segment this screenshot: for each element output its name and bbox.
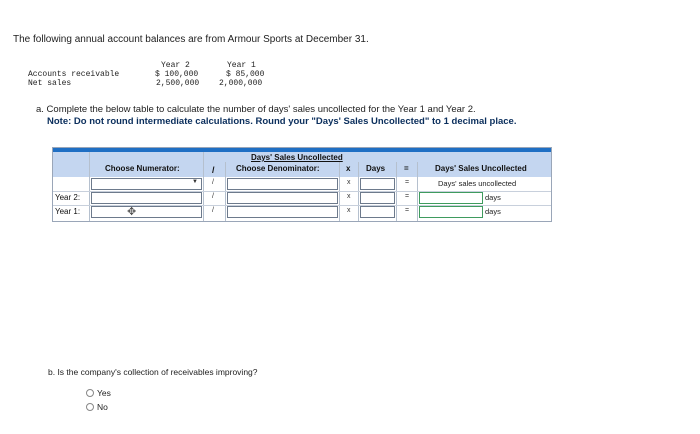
radio-button-icon[interactable] bbox=[86, 389, 94, 397]
times-symbol: x bbox=[347, 179, 351, 186]
unit-days-year1: days bbox=[485, 207, 501, 216]
problem-intro: The following annual account balances are from Armour Sports at December 31. bbox=[13, 34, 369, 45]
balances-row-year1: 2,000,000 bbox=[219, 79, 263, 88]
balances-header-year1: Year 1 bbox=[227, 61, 256, 70]
result-input-year2[interactable] bbox=[419, 192, 483, 204]
result-subheader: Days' sales uncollected bbox=[438, 179, 517, 188]
radio-label-no: No bbox=[97, 402, 108, 412]
equals-symbol: = bbox=[405, 193, 410, 200]
radio-option-no[interactable] bbox=[86, 402, 108, 412]
denominator-input-year2[interactable] bbox=[227, 192, 338, 204]
instruction-block bbox=[36, 104, 516, 127]
balances-row-year2: $ 100,000 bbox=[155, 70, 199, 79]
denominator-input-header[interactable] bbox=[227, 178, 338, 190]
days-input-year2[interactable] bbox=[360, 192, 395, 204]
numerator-input-year1[interactable] bbox=[91, 206, 202, 218]
divide-symbol: / bbox=[212, 207, 214, 214]
result-header: Days' Sales Uncollected bbox=[435, 164, 527, 173]
balances-row-label: Net sales bbox=[28, 79, 72, 88]
times-header: x bbox=[346, 164, 351, 173]
column-divider bbox=[89, 152, 90, 221]
times-symbol: x bbox=[347, 207, 351, 214]
table-header-band bbox=[53, 148, 551, 152]
divide-header: / bbox=[212, 165, 215, 175]
times-symbol: x bbox=[347, 193, 351, 200]
radio-label-yes: Yes bbox=[97, 388, 111, 398]
table-span-header: Days' Sales Uncollected bbox=[251, 153, 343, 162]
divide-symbol: / bbox=[212, 179, 214, 186]
move-cursor-icon: ✥ bbox=[127, 206, 137, 218]
chevron-down-icon: ▼ bbox=[192, 179, 198, 185]
row-label-year1: Year 1: bbox=[55, 207, 81, 216]
equals-header: = bbox=[404, 164, 409, 173]
days-header: Days bbox=[366, 164, 386, 173]
balances-header-year2: Year 2 bbox=[161, 61, 190, 70]
radio-option-yes[interactable] bbox=[86, 388, 111, 398]
instruction-text: a. Complete the below table to calculate the number of days' sales uncollected for the Year 1 and Year 2. bbox=[36, 104, 476, 115]
question-b-text: b. Is the company's collection of receivables improving? bbox=[48, 367, 258, 377]
days-input-year1[interactable] bbox=[360, 206, 395, 218]
numerator-input-year2[interactable] bbox=[91, 192, 202, 204]
equals-symbol: = bbox=[405, 207, 410, 214]
instruction-note: Note: Do not round intermediate calculations. Round your "Days' Sales Uncollected" to 1 decimal place. bbox=[47, 116, 517, 127]
balances-row-label: Accounts receivable bbox=[28, 70, 120, 79]
equals-symbol: = bbox=[405, 179, 410, 186]
denominator-input-year1[interactable] bbox=[227, 206, 338, 218]
row-label-year2: Year 2: bbox=[55, 193, 81, 202]
denominator-header: Choose Denominator: bbox=[236, 164, 320, 173]
days-input-header[interactable] bbox=[360, 178, 395, 190]
column-divider bbox=[203, 152, 204, 221]
numerator-select-header[interactable] bbox=[91, 178, 202, 190]
radio-button-icon[interactable] bbox=[86, 403, 94, 411]
result-input-year1[interactable] bbox=[419, 206, 483, 218]
days-sales-uncollected-table bbox=[52, 147, 552, 222]
numerator-header: Choose Numerator: bbox=[105, 164, 180, 173]
balances-row-year1: $ 85,000 bbox=[226, 70, 265, 79]
unit-days-year2: days bbox=[485, 193, 501, 202]
divide-symbol: / bbox=[212, 193, 214, 200]
balances-row-year2: 2,500,000 bbox=[156, 79, 200, 88]
